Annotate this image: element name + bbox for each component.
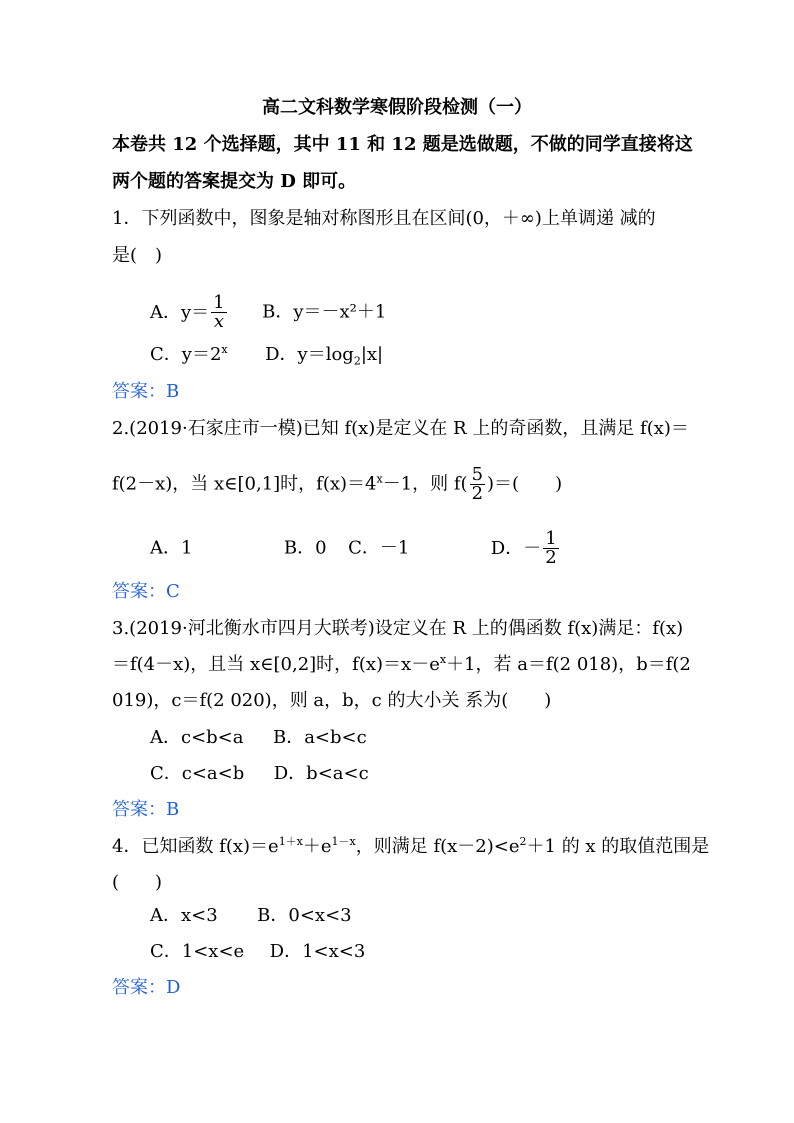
q3-option-b: B．a<b<c: [272, 727, 367, 748]
q1-option-b: B．y＝－x²＋1: [262, 301, 387, 323]
q1-answer: [112, 380, 179, 404]
q3-option-c: C．c<a<b: [150, 763, 245, 784]
q3-stem-line-3: 019)，c＝f(2 020)，则 a，b，c 的大小关 系为( ): [112, 690, 552, 711]
q4-answer-value: D: [166, 977, 181, 998]
q2-stem-line-1: 2.(2019·石家庄市一模)已知 f(x)是定义在 R 上的奇函数，且满足 f(x)＝: [112, 418, 689, 439]
q1-stem-line-1: 1．下列函数中，图象是轴对称图形且在区间(0，＋∞)上单调递 减的: [112, 208, 656, 229]
q4-answer: [112, 976, 180, 1000]
q2-answer-label: 答案：: [112, 581, 166, 602]
q3-option-a: A．c<b<a: [150, 727, 244, 748]
q2-answer-value: C: [166, 581, 180, 602]
q3-answer-label: 答案：: [112, 799, 166, 820]
intro-line-2: 两个题的答案提交为 D 即可。: [112, 171, 357, 192]
q3-option-d: D．b<a<c: [273, 763, 369, 784]
q3-options-row-2: [150, 762, 369, 786]
q1-option-a: A．y＝ $\frac{1}{x}$: [150, 292, 225, 332]
q1-options-row-2: [150, 343, 383, 367]
q4-option-c: C．1<x<e: [150, 941, 245, 962]
q4-stem-line-1: 4．已知函数 $f(x)=e^{1+x}+e^{1-x}$，则满足 $f(x-2)<e^2+1$ 的 x 的取值范围是: [112, 835, 710, 857]
q3-stem-line-1: 3.(2019·河北衡水市四月大联考)设定义在 R 上的偶函数 f(x)满足：f(x): [112, 618, 684, 639]
q1-answer-label: 答案：: [112, 381, 166, 402]
q2-fraction-five-halves: $\frac{5}{2}$: [471, 464, 484, 504]
q1-option-a-fraction: $\frac{1}{x}$: [213, 292, 225, 332]
q4-answer-label: 答案：: [112, 977, 166, 998]
q2-options-row: [150, 530, 561, 567]
q4-options-row-2: [150, 940, 365, 964]
q2-option-a: A．1: [150, 537, 193, 559]
q3-answer: [112, 798, 179, 822]
q4-option-b: B．0<x<3: [257, 905, 352, 926]
q3-answer-value: B: [166, 799, 180, 820]
q4-option-d: D．1<x<3: [269, 941, 366, 962]
q4-stem-line-2: ( ): [112, 872, 163, 893]
q1-options-row-1: [150, 294, 386, 331]
q2-option-c: C．－1: [348, 537, 410, 559]
q3-stem-line-2: ＝f(4－x)，且当 x∈[0,2]时，$f(x)=x-e^x+1$，若 a＝f(2 018)，b＝f(2: [112, 653, 691, 675]
page-title: 高二文科数学寒假阶段检测（一）: [262, 97, 532, 118]
q1-option-c: C．$y=2^x$: [150, 343, 228, 365]
q2-option-b: B．0: [283, 537, 327, 559]
q2-stem-line-2: f(2－x)，当 x∈[0,1]时，$f(x)=4^x-1$，则 f( $\frac{5}{2}$ )＝( ): [112, 464, 563, 504]
q1-answer-value: B: [166, 381, 180, 402]
intro-line-1: 本卷共 12 个选择题，其中 11 和 12 题是选做题，不做的同学直接将这: [112, 134, 693, 155]
q2-option-d: D．－ $\frac{1}{2}$: [490, 528, 557, 568]
q2-option-d-fraction: $\frac{1}{2}$: [545, 528, 557, 568]
q3-options-row-1: [150, 726, 367, 750]
q2-answer: [112, 580, 180, 604]
q1-stem-line-2: 是( ): [112, 245, 163, 266]
q1-option-d: D．$y=\log_2|x|$: [265, 344, 384, 368]
q4-option-a: A．x<3: [150, 905, 218, 926]
q4-options-row-1: [150, 904, 352, 928]
